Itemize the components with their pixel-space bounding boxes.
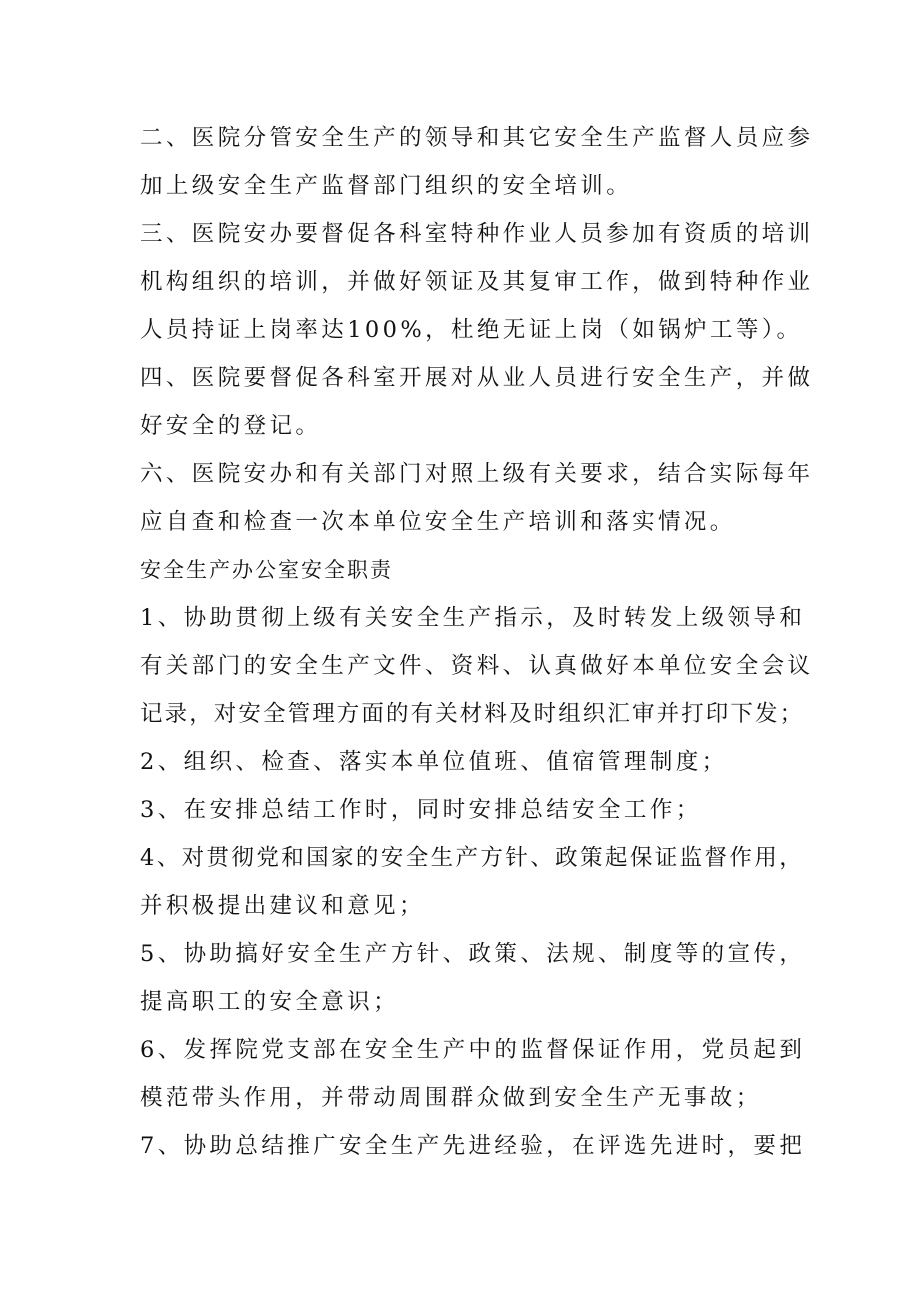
paragraph-line: 机构组织的培训，并做好领证及其复审工作，做到特种作业 bbox=[140, 269, 814, 295]
paragraph-line: 并积极提出建议和意见； bbox=[140, 893, 425, 919]
paragraph-line: 有关部门的安全生产文件、资料、认真做好本单位安全会议 bbox=[140, 653, 814, 679]
paragraph-line: 5、协助搞好安全生产方针、政策、法规、制度等的宣传， bbox=[140, 941, 806, 967]
paragraph-line: 4、对贯彻党和国家的安全生产方针、政策起保证监督作用， bbox=[140, 845, 805, 871]
paragraph-line: 好安全的登记。 bbox=[140, 413, 322, 439]
paragraph-line: 7、协助总结推广安全生产先进经验，在评选先进时，要把 bbox=[140, 1133, 806, 1159]
paragraph-line: 6、发挥院党支部在安全生产中的监督保证作用，党员起到 bbox=[140, 1037, 806, 1063]
paragraph-line: 3、在安排总结工作时，同时安排总结安全工作； bbox=[140, 797, 702, 823]
paragraph-line: 二、医院分管安全生产的领导和其它安全生产监督人员应参 bbox=[140, 125, 814, 151]
paragraph-line: 2、组织、检查、落实本单位值班、值宿管理制度； bbox=[140, 749, 728, 775]
paragraph-line: 应自查和检查一次本单位安全生产培训和落实情况。 bbox=[140, 509, 736, 535]
paragraph-line: 模范带头作用，并带动周围群众做到安全生产无事故； bbox=[140, 1085, 762, 1111]
paragraph-line: 三、医院安办要督促各科室特种作业人员参加有资质的培训 bbox=[140, 221, 814, 247]
paragraph-line: 记录，对安全管理方面的有关材料及时组织汇审并打印下发； bbox=[140, 701, 805, 727]
paragraph-line: 加上级安全生产监督部门组织的安全培训。 bbox=[140, 173, 633, 199]
paragraph-line: 六、医院安办和有关部门对照上级有关要求，结合实际每年 bbox=[140, 461, 814, 487]
paragraph-line: 提高职工的安全意识； bbox=[140, 989, 400, 1015]
paragraph-line: 四、医院要督促各科室开展对从业人员进行安全生产，并做 bbox=[140, 365, 814, 391]
paragraph-line: 1、协助贯彻上级有关安全生产指示，及时转发上级领导和 bbox=[140, 605, 806, 631]
paragraph-line: 人员持证上岗率达100%，杜绝无证上岗（如锅炉工等）。 bbox=[140, 317, 803, 343]
section-heading: 安全生产办公室安全职责 bbox=[140, 558, 393, 582]
